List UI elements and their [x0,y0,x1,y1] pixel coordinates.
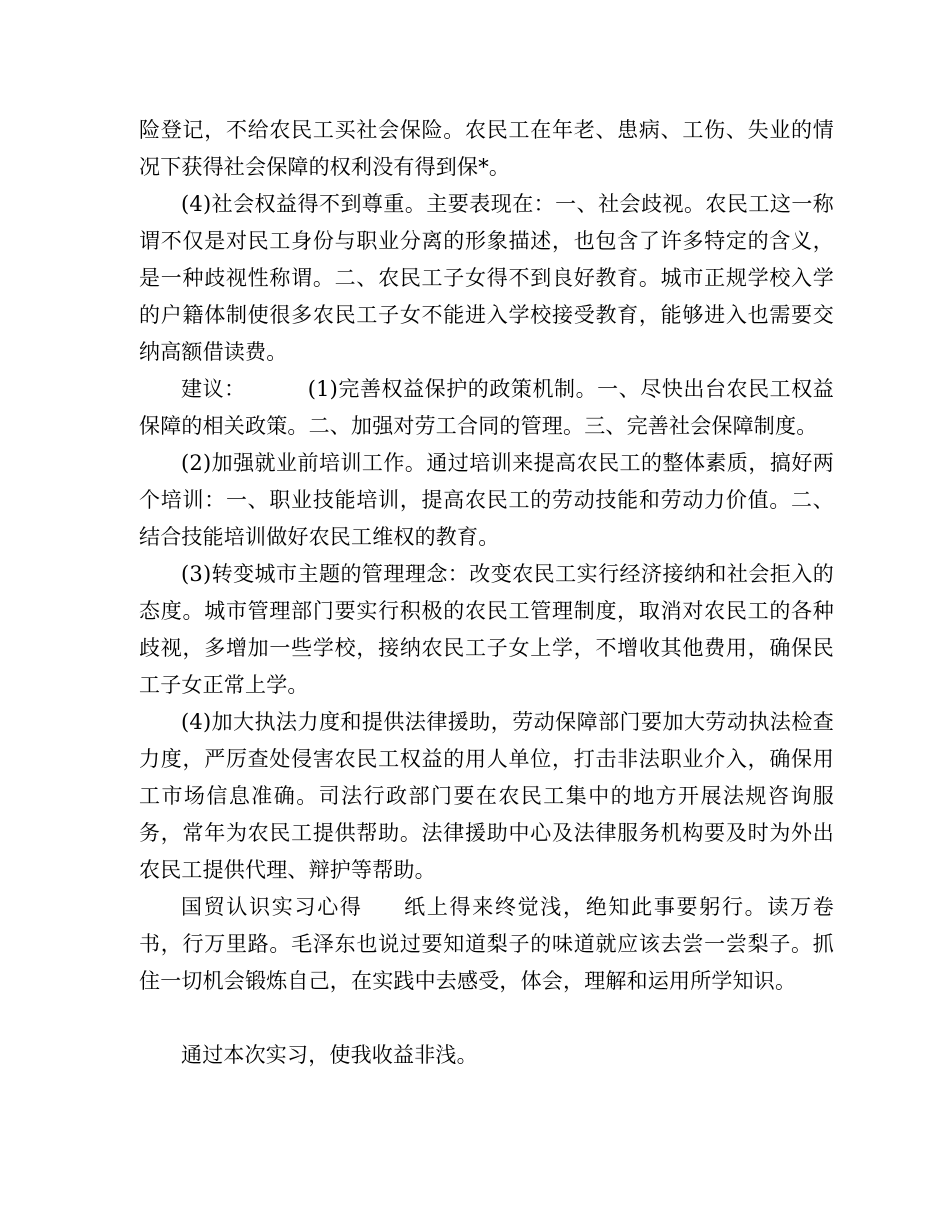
paragraph-suggestion-3: (3)转变城市主题的管理理念：改变农民工实行经济接纳和社会拒入的态度。城市管理部门要实行积极的农民工管理制度，取消对农民工的各种歧视，多增加一些学校，接纳农民工子女上学，不增收其他费用，确保民工子女正常上学。 [139,562,834,697]
suggestion-label: 建议： [181,377,246,401]
reflection-text: 纸上得来终觉浅，绝知此事要躬行。读万卷书，行万里路。毛泽东也说过要知道梨子的味道就应该去尝一尝梨子。抓住一切机会锻炼自己，在实践中去感受，体会，理解和运用所学知识。 [139,895,834,993]
paragraph-internship-reflection [139,889,834,1000]
essay-title: 国贸认识实习心得 [181,895,363,919]
paragraph-suggestion-4: (4)加大执法力度和提供法律援助，劳动保障部门要加大劳动执法检查力度，严厉查处侵害农民工权益的用人单位，打击非法职业介入，确保用工市场信息准确。司法行政部门要在农民工集中的地方开展法规咨询服务，常年为农民工提供帮助。法律援助中心及法律服务机构要及时为外出农民工提供代理、辩护等帮助。 [139,710,834,882]
document-body [139,112,834,1074]
paragraph-suggestion-1 [139,371,834,445]
paragraph-social-rights: (4)社会权益得不到尊重。主要表现在：一、社会歧视。农民工这一称谓不仅是对民工身份与职业分离的形象描述，也包含了许多特定的含义，是一种歧视性称谓。二、农民工子女得不到良好教育。城市正规学校入学的户籍体制使很多农民工子女不能进入学校接受教育，能够进入也需要交纳高额借读费。 [139,192,834,364]
paragraph-social-insurance: 险登记，不给农民工买社会保险。农民工在年老、患病、工伤、失业的情况下获得社会保障的权利没有得到保*。 [139,118,834,179]
paragraph-suggestion-2: (2)加强就业前培训工作。通过培训来提高农民工的整体素质，搞好两个培训：一、职业技能培训，提高农民工的劳动技能和劳动力价值。二、结合技能培训做好农民工维权的教育。 [139,451,834,549]
paragraph-conclusion: 通过本次实习，使我收益非浅。 [181,1043,478,1067]
suggestion-1-text: (1)完善权益保护的政策机制。一、尽快出台农民工权益保障的相关政策。二、加强对劳工合同的管理。三、完善社会保障制度。 [139,377,834,438]
